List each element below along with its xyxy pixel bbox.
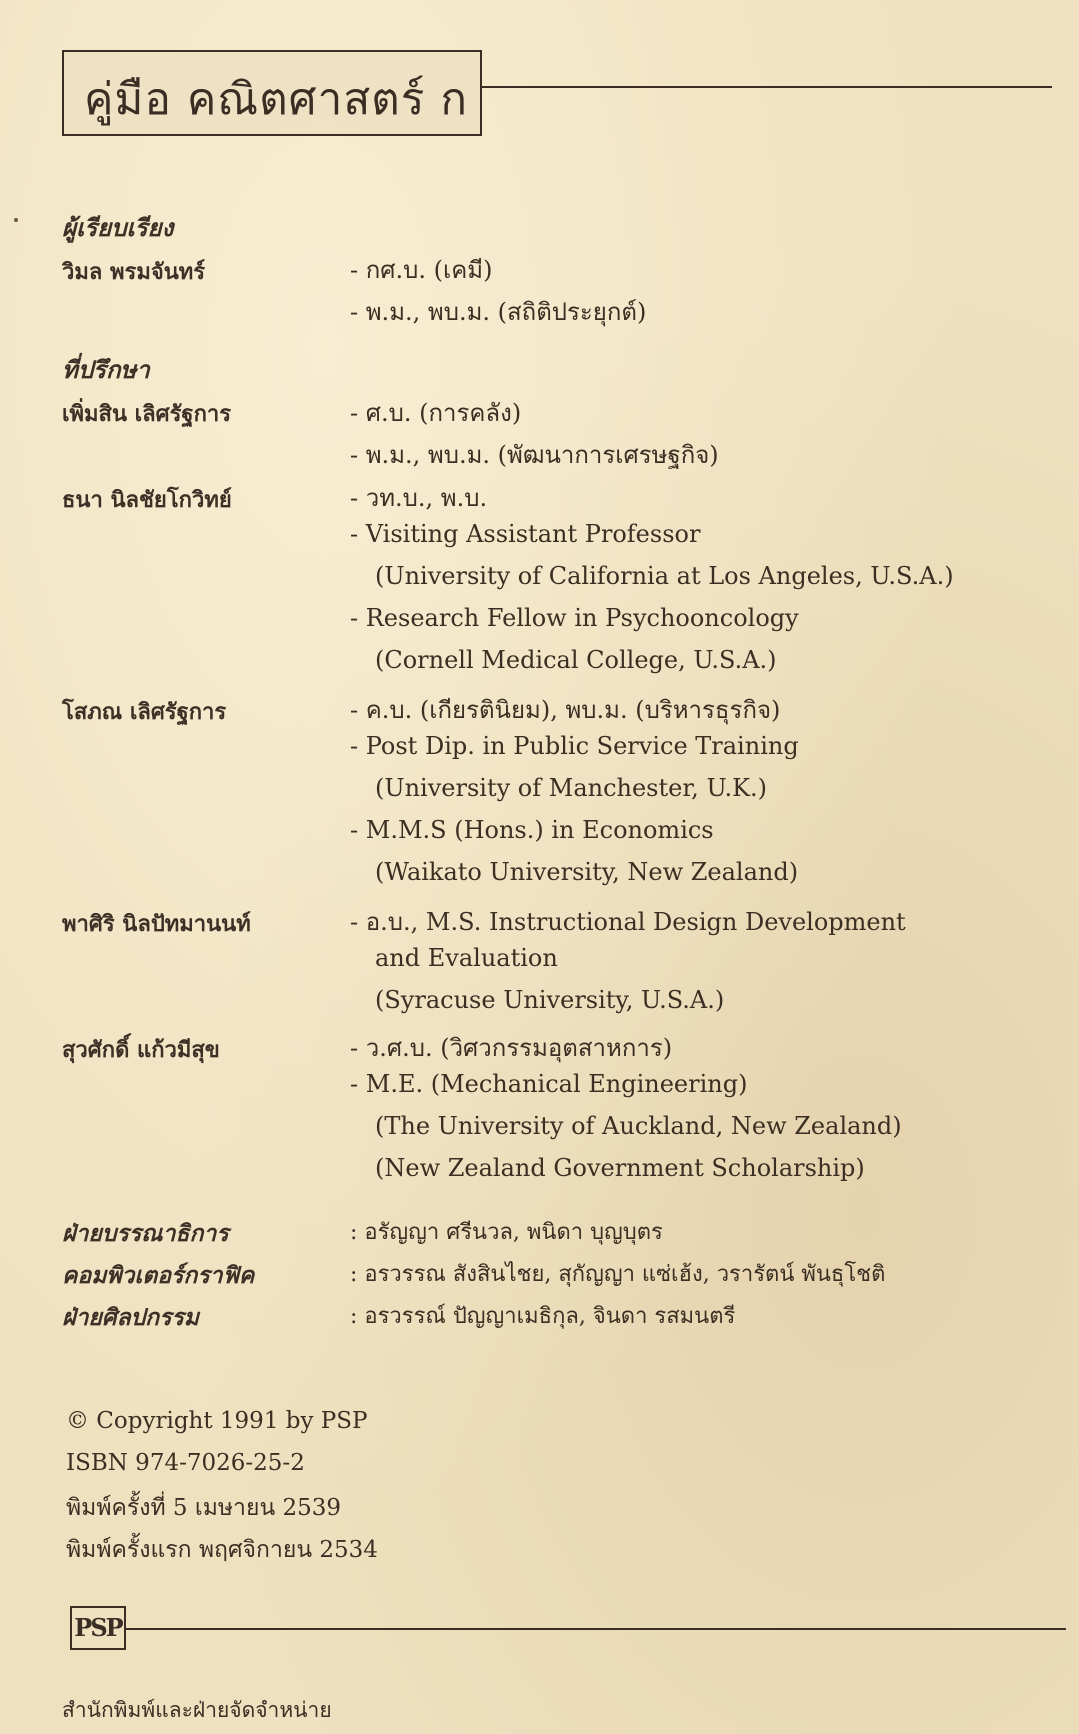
credit-label-art: ฝ่ายศิลปกรรม (62, 1304, 199, 1331)
compiler-heading: ผู้เรียบเรียง (62, 213, 174, 242)
speck (14, 218, 18, 222)
publisher-label: สำนักพิมพ์และฝ่ายจัดจำหน่าย (62, 1698, 332, 1722)
advisor-line: - M.E. (Mechanical Engineering) (350, 1070, 748, 1098)
advisor-line: - Visiting Assistant Professor (350, 520, 701, 548)
advisor-line: - Post Dip. in Public Service Training (350, 732, 799, 760)
advisor-line: (Waikato University, New Zealand) (375, 858, 799, 886)
page-title: คู่มือ คณิตศาสตร์ ก (84, 74, 469, 125)
advisor-line: (New Zealand Government Scholarship) (375, 1154, 865, 1182)
advisor-line: (The University of Auckland, New Zealand) (375, 1112, 902, 1140)
advisor-name: ธนา นิลชัยโกวิทย์ (62, 487, 232, 513)
advisor-line: - วท.บ., พ.บ. (350, 484, 488, 512)
credit-value-graphics: : อรวรรณ สังสินไชย, สุกัญญา แซ่เฮ้ง, วรารัตน์ พันธุโชติ (350, 1262, 886, 1287)
credit-label-graphics: คอมพิวเตอร์กราฟิค (62, 1262, 255, 1289)
footer-rule (126, 1628, 1066, 1630)
advisor-line: - อ.บ., M.S. Instructional Design Development (350, 908, 906, 936)
compiler-line: - กศ.บ. (เคมี) (350, 256, 493, 284)
advisor-line: (Cornell Medical College, U.S.A.) (375, 646, 777, 674)
copyright: © Copyright 1991 by PSP (66, 1408, 368, 1434)
advisor-line: - Research Fellow in Psychooncology (350, 604, 799, 632)
advisor-line: (University of California at Los Angeles, U.S.A.) (375, 562, 954, 590)
title-box (62, 50, 482, 136)
compiler-name: วิมล พรมจันทร์ (62, 259, 206, 285)
advisor-line: - M.M.S (Hons.) in Economics (350, 816, 714, 844)
advisor-name: สุวศักดิ์ แก้วมีสุข (62, 1037, 220, 1063)
credit-value-art: : อรวรรณ์ ปัญญาเมธิกุล, จินดา รสมนตรี (350, 1304, 736, 1329)
credit-value-editorial: : อรัญญา ศรีนวล, พนิดา บุญบุตร (350, 1220, 663, 1245)
advisor-name: เพิ่มสิน เลิศรัฐการ (62, 401, 232, 427)
advisor-line: (Syracuse University, U.S.A.) (375, 986, 725, 1014)
advisor-line: - ศ.บ. (การคลัง) (350, 399, 522, 427)
first-print: พิมพ์ครั้งแรก พฤศจิกายน 2534 (66, 1537, 378, 1563)
advisor-name: พาศิริ นิลปัทมานนท์ (62, 911, 251, 937)
credit-label-editorial: ฝ่ายบรรณาธิการ (62, 1220, 229, 1247)
isbn: ISBN 974-7026-25-2 (66, 1450, 305, 1476)
advisor-line: and Evaluation (375, 944, 558, 972)
advisors-heading: ที่ปรึกษา (62, 355, 150, 384)
compiler-line: - พ.ม., พบ.ม. (สถิติประยุกต์) (350, 298, 647, 326)
advisor-line: (University of Manchester, U.K.) (375, 774, 768, 802)
advisor-line: - พ.ม., พบ.ม. (พัฒนาการเศรษฐกิจ) (350, 441, 719, 469)
advisor-line: - ว.ศ.บ. (วิศวกรรมอุตสาหการ) (350, 1034, 673, 1062)
psp-logo: PSP (70, 1606, 126, 1650)
edition: พิมพ์ครั้งที่ 5 เมษายน 2539 (66, 1495, 342, 1521)
advisor-name: โสภณ เลิศรัฐการ (62, 699, 227, 725)
title-rule (482, 86, 1052, 88)
advisor-line: - ค.บ. (เกียรตินิยม), พบ.ม. (บริหารธุรกิจ) (350, 696, 781, 724)
